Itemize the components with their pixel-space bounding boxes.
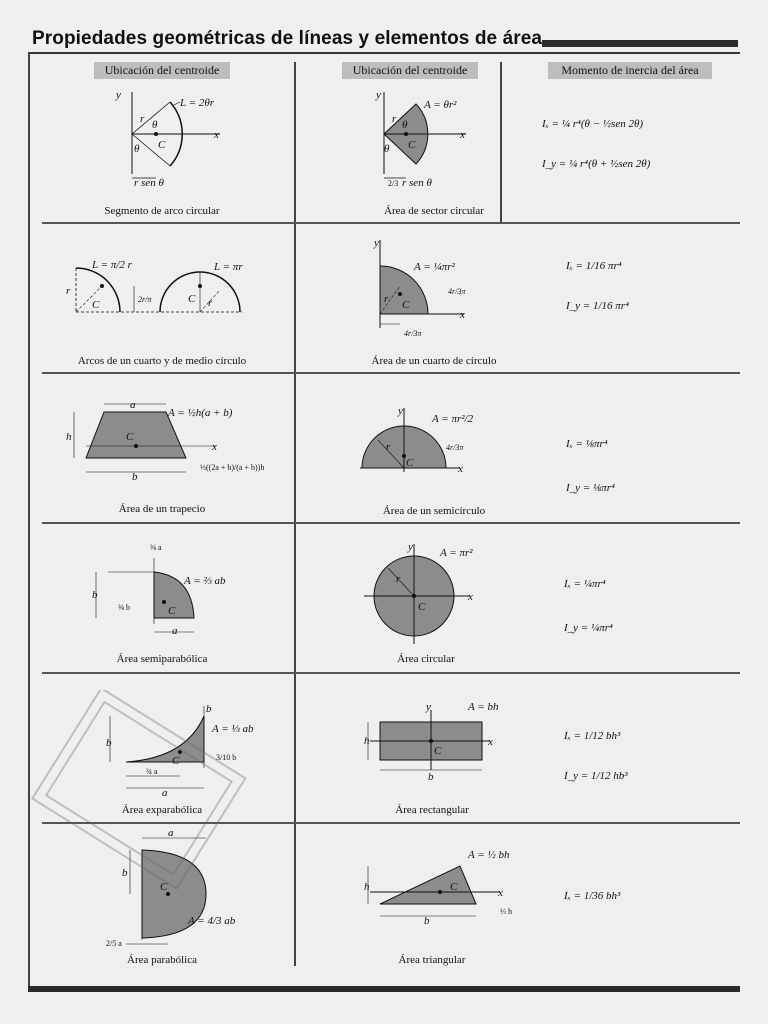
caption-quarter-half-arcs: Arcos de un cuarto y de medio círculo — [77, 355, 247, 367]
svg-text:x: x — [460, 129, 465, 141]
svg-text:C: C — [434, 745, 442, 757]
bottom-rule — [28, 986, 740, 992]
svg-text:A = ⅓ ab: A = ⅓ ab — [212, 723, 254, 735]
svg-text:L = π/2 r: L = π/2 r — [92, 259, 132, 271]
svg-text:h: h — [66, 431, 72, 443]
svg-text:C: C — [158, 139, 166, 151]
caption-rectangle: Área rectangular — [395, 804, 469, 816]
svg-text:C: C — [126, 431, 134, 443]
formula-rectangle-ix: Iₓ = 1/12 bh³ — [564, 730, 621, 742]
arc-segment-figure — [110, 88, 240, 198]
svg-text:b: b — [106, 737, 112, 749]
svg-text:A = ½h(a + b): A = ½h(a + b) — [168, 407, 233, 419]
svg-text:b: b — [206, 703, 212, 715]
svg-text:r sen θ: r sen θ — [402, 177, 432, 189]
svg-text:2/3: 2/3 — [388, 179, 399, 188]
svg-text:y: y — [408, 541, 413, 553]
svg-text:θ: θ — [134, 143, 140, 155]
svg-text:x: x — [468, 591, 473, 603]
svg-text:A = πr²/2: A = πr²/2 — [432, 413, 474, 425]
svg-text:y: y — [398, 405, 403, 417]
trapezoid-figure — [66, 400, 266, 484]
svg-text:y: y — [374, 237, 379, 249]
svg-text:θ: θ — [384, 143, 390, 155]
svg-text:⅓((2a + b)/(a + b))h: ⅓((2a + b)/(a + b))h — [200, 463, 265, 472]
formula-quarter-iy: I_y = 1/16 πr⁴ — [566, 300, 629, 312]
svg-text:a: a — [162, 787, 168, 798]
svg-text:h: h — [364, 735, 370, 747]
svg-text:C: C — [168, 605, 176, 617]
svg-text:3/10 b: 3/10 b — [216, 753, 237, 762]
formula-sector-iy: I_y = ¼ r⁴(θ + ½sen 2θ) — [542, 158, 651, 170]
svg-text:y: y — [426, 701, 431, 713]
svg-text:C: C — [172, 755, 180, 767]
library-stamp — [12, 690, 252, 890]
svg-text:¾ a: ¾ a — [146, 767, 158, 776]
caption-quarter-circle: Área de un cuarto de círculo — [371, 355, 497, 367]
svg-text:r: r — [392, 113, 397, 125]
formula-triangle-ix: Iₓ = 1/36 bh³ — [564, 890, 621, 902]
svg-text:r sen θ: r sen θ — [134, 177, 164, 189]
svg-text:r: r — [140, 113, 145, 125]
page-title: Propiedades geométricas de líneas y elementos de área — [32, 28, 543, 49]
caption-arc-segment: Segmento de arco circular — [104, 205, 220, 217]
formula-circle-ix: Iₓ = ¼πr⁴ — [564, 578, 606, 590]
svg-text:x: x — [460, 309, 465, 321]
caption-semicircle: Área de un semicírculo — [382, 505, 486, 517]
svg-text:r: r — [66, 285, 71, 297]
svg-text:a: a — [168, 828, 174, 839]
svg-text:C: C — [450, 881, 458, 893]
svg-text:A = ¼πr²: A = ¼πr² — [414, 261, 455, 273]
formula-rectangle-iy: I_y = 1/12 hb³ — [564, 770, 628, 782]
svg-text:⅓ h: ⅓ h — [500, 907, 512, 916]
caption-circular-sector: Área de sector circular — [384, 205, 484, 217]
svg-text:2/5 a: 2/5 a — [106, 939, 122, 948]
svg-text:r: r — [386, 441, 391, 453]
svg-text:a: a — [130, 400, 136, 411]
svg-text:⅜ b: ⅜ b — [118, 603, 130, 612]
caption-circle: Área circular — [397, 653, 455, 665]
caption-parabolic: Área parabólica — [127, 954, 197, 966]
caption-trapezoid: Área de un trapecio — [118, 503, 206, 515]
svg-text:2r/π: 2r/π — [138, 295, 152, 304]
svg-text:b: b — [428, 771, 434, 783]
svg-text:C: C — [402, 299, 410, 311]
title-rule-thin — [28, 52, 740, 54]
svg-text:⅜ a: ⅜ a — [150, 543, 162, 552]
circle-figure — [356, 540, 496, 650]
caption-semiparabolic: Área semiparabólica — [116, 653, 208, 665]
row-divider-2 — [42, 372, 740, 374]
svg-text:C: C — [160, 881, 168, 893]
svg-text:A = ½ bh: A = ½ bh — [468, 849, 510, 861]
svg-text:C: C — [92, 299, 100, 311]
column-divider-1 — [294, 62, 296, 966]
svg-text:y: y — [376, 89, 381, 101]
formula-sector-ix: Iₓ = ¼ r⁴(θ − ½sen 2θ) — [542, 118, 644, 130]
svg-text:r: r — [384, 293, 389, 305]
circular-sector-figure — [362, 88, 492, 198]
formula-circle-iy: I_y = ¼πr⁴ — [564, 622, 613, 634]
svg-text:a: a — [172, 625, 178, 637]
svg-text:h: h — [364, 881, 370, 893]
semiparabolic-figure — [88, 540, 248, 644]
svg-text:C: C — [406, 457, 414, 469]
row-divider-1 — [42, 222, 740, 224]
svg-text:4r/3π: 4r/3π — [448, 287, 466, 296]
formula-semicircle-ix: Iₓ = ⅛πr⁴ — [566, 438, 608, 450]
svg-text:x: x — [214, 129, 219, 141]
semicircle-figure — [356, 404, 486, 478]
svg-text:A = 4/3 ab: A = 4/3 ab — [188, 915, 236, 927]
svg-text:b: b — [424, 915, 430, 927]
row-divider-3 — [42, 522, 740, 524]
svg-text:x: x — [498, 887, 503, 899]
svg-text:C: C — [418, 601, 426, 613]
svg-text:L = 2θr: L = 2θr — [180, 97, 215, 109]
svg-text:L = πr: L = πr — [214, 261, 243, 273]
title-rule — [542, 40, 738, 47]
svg-text:A = θr²: A = θr² — [424, 99, 457, 111]
svg-text:b: b — [92, 589, 98, 601]
svg-text:θ: θ — [152, 119, 158, 131]
header-moment-inertia: Momento de inercia del área — [548, 62, 712, 79]
svg-text:A = ⅔ ab: A = ⅔ ab — [184, 575, 226, 587]
formula-semicircle-iy: I_y = ⅛πr⁴ — [566, 482, 615, 494]
svg-text:b: b — [122, 867, 128, 879]
row-divider-4 — [42, 672, 740, 674]
quarter-half-arcs-figure — [62, 248, 252, 320]
header-centroid-1: Ubicación del centroide — [94, 62, 230, 79]
svg-text:x: x — [212, 441, 217, 453]
svg-text:A = bh: A = bh — [468, 701, 499, 713]
svg-text:4r/3π: 4r/3π — [404, 329, 422, 338]
svg-text:r: r — [396, 573, 401, 585]
label-y: y — [116, 89, 121, 101]
header-centroid-2: Ubicación del centroide — [342, 62, 478, 79]
svg-text:θ: θ — [402, 119, 408, 131]
rectangle-figure — [360, 700, 500, 784]
svg-text:x: x — [458, 463, 463, 475]
caption-triangle: Área triangular — [398, 954, 466, 966]
svg-text:x: x — [488, 736, 493, 748]
svg-text:b: b — [132, 471, 138, 483]
svg-text:A = πr²: A = πr² — [440, 547, 473, 559]
formula-quarter-ix: Iₓ = 1/16 πr⁴ — [566, 260, 622, 272]
svg-text:C: C — [408, 139, 416, 151]
triangle-figure — [360, 846, 530, 930]
svg-text:4r/3π: 4r/3π — [446, 443, 464, 452]
svg-text:C: C — [188, 293, 196, 305]
quarter-circle-figure — [364, 236, 484, 340]
svg-text:r: r — [208, 297, 213, 309]
caption-exparabolic: Área exparabólica — [121, 804, 203, 816]
column-divider-2 — [500, 62, 502, 222]
